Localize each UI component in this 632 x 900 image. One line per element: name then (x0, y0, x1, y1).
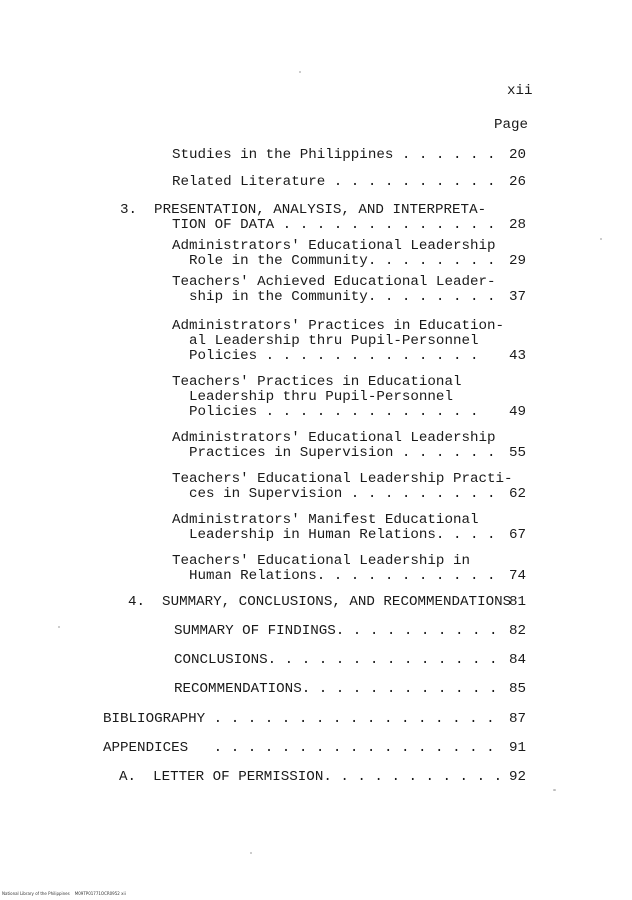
toc-entry-text: RECOMMENDATIONS. . . . . . . . . . . . (174, 681, 498, 697)
scan-speckle (250, 852, 252, 854)
toc-entry-text: Administrators' Manifest Educational (172, 512, 479, 528)
scan-credit-footer: National Library of the Philippines M09TP01771OCR0952 xii (2, 891, 126, 896)
toc-entry-text: Studies in the Philippines . . . . . . (172, 147, 496, 163)
toc-entry-text: al Leadership thru Pupil-Personnel (172, 333, 479, 349)
toc-entry-page: 74 (508, 568, 526, 584)
toc-entry-page: 28 (508, 217, 526, 233)
toc-entry-text: Teachers' Achieved Educational Leader- (172, 274, 496, 290)
toc-entry-text: BIBLIOGRAPHY . . . . . . . . . . . . . . . . . (103, 711, 495, 727)
scan-speckle (299, 71, 301, 73)
toc-entry-text: Teachers' Educational Leadership Practi- (172, 471, 513, 487)
toc-entry-text: Related Literature . . . . . . . . . . (172, 174, 496, 190)
toc-entry-text: Teachers' Educational Leadership in (172, 553, 470, 569)
toc-entry-text: TION OF DATA . . . . . . . . . . . . . (172, 217, 496, 233)
toc-entry-text: SUMMARY OF FINDINGS. . . . . . . . . . (174, 623, 498, 639)
toc-entry-page: 67 (508, 527, 526, 543)
toc-entry-page: 55 (508, 445, 526, 461)
toc-entry-text: Administrators' Practices in Education- (172, 318, 505, 334)
toc-entry-text: CONCLUSIONS. . . . . . . . . . . . . . (174, 652, 498, 668)
toc-entry-text: Policies . . . . . . . . . . . . . (172, 348, 479, 364)
scan-speckle (58, 626, 60, 628)
toc-entry-text: Role in the Community. . . . . . . . (172, 253, 496, 269)
toc-entry-page: 84 (508, 652, 526, 668)
toc-entry-page: 37 (508, 289, 526, 305)
page-number-roman: xii (507, 83, 533, 99)
page-column-label: Page (494, 117, 529, 133)
toc-entry-text: A. LETTER OF PERMISSION. . . . . . . . . . . (119, 769, 503, 785)
toc-entry-text: Leadership thru Pupil-Personnel (172, 389, 453, 405)
toc-entry-text: Human Relations. . . . . . . . . . . (172, 568, 496, 584)
toc-entry-page: 92 (508, 769, 526, 785)
toc-entry-page: 29 (508, 253, 526, 269)
scan-speckle (553, 789, 556, 791)
scan-speckle (600, 238, 602, 240)
toc-entry-text: APPENDICES . . . . . . . . . . . . . . . . . (103, 740, 495, 756)
toc-entry-text: Administrators' Educational Leadership (172, 238, 496, 254)
toc-entry-text: Policies . . . . . . . . . . . . . (172, 404, 479, 420)
toc-entry-page: 87 (508, 711, 526, 727)
toc-entry-page: 81 (508, 594, 526, 610)
toc-entry-text: ces in Supervision . . . . . . . . . (172, 486, 496, 502)
toc-entry-page: 49 (508, 404, 526, 420)
toc-entry-text: Teachers' Practices in Educational (172, 374, 462, 390)
toc-entry-page: 26 (508, 174, 526, 190)
toc-entry-text: Practices in Supervision . . . . . . (172, 445, 496, 461)
toc-chapter-heading: 4. SUMMARY, CONCLUSIONS, AND RECOMMENDATIONS (128, 594, 512, 610)
toc-entry-text: Leadership in Human Relations. . . . (172, 527, 496, 543)
toc-entry-page: 91 (508, 740, 526, 756)
toc-entry-page: 20 (508, 147, 526, 163)
toc-entry-page: 85 (508, 681, 526, 697)
toc-chapter-heading: 3. PRESENTATION, ANALYSIS, AND INTERPRETA- (120, 202, 487, 218)
toc-entry-text: Administrators' Educational Leadership (172, 430, 496, 446)
toc-entry-page: 82 (508, 623, 526, 639)
toc-entry-text: ship in the Community. . . . . . . . (172, 289, 496, 305)
toc-entry-page: 62 (508, 486, 526, 502)
toc-entry-page: 43 (508, 348, 526, 364)
